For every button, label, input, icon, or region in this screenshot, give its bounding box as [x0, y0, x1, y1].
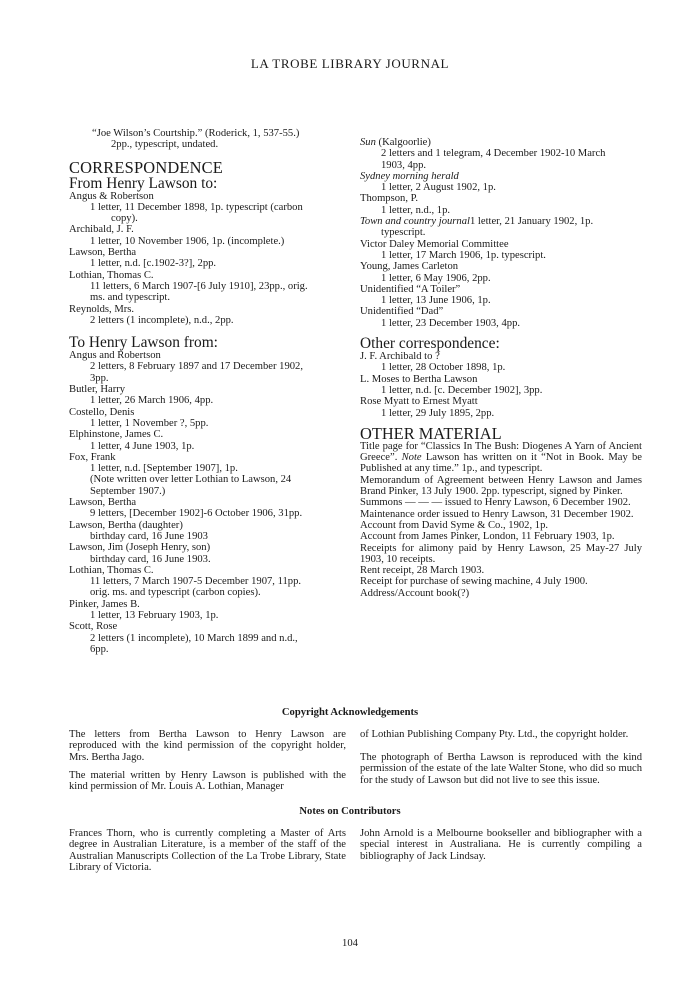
from-heading: From Henry Lawson to: [69, 174, 218, 192]
list-item: Angus and Robertson [69, 350, 161, 362]
list-item: 9 letters, [December 1902]-6 October 1906, 31pp. [90, 508, 303, 520]
list-item: Lothian, Thomas C. [69, 564, 154, 576]
copyright-left-p2: The material written by Henry Lawson is published with the kind permission of Mr. Louis A. Lothian, Manager [69, 770, 346, 793]
sun-place: (Kalgoorlie) [375, 137, 431, 148]
contributors-heading: Notes on Contributors [299, 806, 401, 817]
list-item: birthday card, 16 June 1903. [90, 553, 211, 565]
list-item: 1 letter, n.d., 1p. [381, 204, 451, 216]
town-rest: 1 letter, 21 January 1902, 1p. [469, 216, 594, 228]
list-item: Lothian, Thomas C. [69, 269, 154, 281]
list-item: ms. and typescript. [90, 292, 171, 304]
list-item: 1 letter, 11 December 1898, 1p. typescript (carbon [90, 201, 303, 213]
list-item: Fox, Frank [69, 451, 116, 463]
contributor-thorn: Frances Thorn, who is currently completing a Master of Arts degree in Australian Literature, is a member of the staff of the Australian Manuscripts Collection of the La Trobe Library, State Library of Victoria. [69, 828, 346, 873]
town-name: Town and country journal [360, 216, 470, 228]
list-item: Pinker, James B. [69, 598, 140, 610]
list-item [360, 137, 642, 148]
list-item: 3pp. [90, 372, 109, 384]
list-item: Thompson, P. [360, 193, 418, 205]
copyright-left-p1: The letters from Bertha Lawson to Henry Lawson are reproduced with the kind permission of the copyright holder, Mrs. Bertha Jago. [69, 729, 346, 763]
list-item: 11 letters, 7 March 1907-5 December 1907, 11pp. [90, 576, 302, 588]
list-item: 1 letter, 29 July 1895, 2pp. [381, 407, 495, 419]
copyright-right-p1: of Lothian Publishing Company Pty. Ltd., the copyright holder. [360, 729, 629, 740]
correspondence-heading: CORRESPONDENCE [69, 157, 223, 177]
right-column [360, 137, 642, 599]
copyright-heading: Copyright Acknowledgements [281, 707, 419, 718]
list-item: Sydney morning herald [360, 170, 459, 182]
list-item: 2 letters (1 incomplete), 10 March 1899 and n.d., [90, 632, 298, 644]
list-item: Reynolds, Mrs. [69, 303, 135, 315]
list-item: Account from David Syme & Co., 1902, 1p. [360, 519, 549, 531]
list-item: Unidentified “Dad” [360, 306, 444, 318]
list-item: J. F. Archibald to ? [360, 351, 440, 363]
list-item: 1 letter, 17 March 1906, 1p. typescript. [381, 249, 546, 261]
from-list [69, 191, 346, 327]
list-item: Memorandum of Agreement between Henry Lawson and James Brand Pinker, 13 July 1900. 2pp. typescript, signed by Pinker. [360, 474, 642, 498]
other-material-heading: OTHER MATERIAL [360, 423, 502, 443]
list-item: typescript. [381, 227, 426, 239]
list-item: Receipt for purchase of sewing machine, 4 July 1900. [360, 576, 588, 588]
list-item: Receipts for alimony paid by Henry Lawson, 25 May-27 July 1903, 10 receipts. [360, 542, 642, 565]
list-item: Rent receipt, 28 March 1903. [360, 565, 485, 577]
list-item: Archibald, J. F. [69, 224, 134, 236]
to-list [69, 350, 346, 655]
to-heading: To Henry Lawson from: [69, 334, 218, 352]
list-item: 1 letter, n.d. [c. December 1902], 3pp. [381, 384, 543, 396]
list-item: copy). [111, 213, 138, 225]
left-column [69, 128, 346, 655]
list-item: Address/Account book(?) [360, 587, 470, 599]
list-item: Lawson, Jim (Joseph Henry, son) [69, 542, 211, 554]
list-item: Lawson, Bertha [69, 247, 137, 259]
other-correspondence-heading: Other correspondence: [360, 335, 500, 353]
list-item: 1 letter, 26 March 1906, 4pp. [90, 395, 214, 407]
list-item: Summons — — — issued to Henry Lawson, 6 December 1902. [360, 497, 631, 509]
list-item: Butler, Harry [69, 384, 126, 396]
contributor-arnold: John Arnold is a Melbourne bookseller and bibliographer with a special interest in Australiana. He is currently compiling a bibliography of Jack Lindsay. [360, 828, 642, 862]
title-page-text: Lawson has written on it “Not in Book. May be Published at any time.” 1p., and typescript. [360, 452, 642, 475]
journal-title: LA TROBE LIBRARY JOURNAL [250, 56, 450, 71]
list-item: Scott, Rose [69, 621, 118, 633]
list-item: Lawson, Bertha [69, 497, 137, 509]
list-item: Rose Myatt to Ernest Myatt [360, 396, 478, 408]
right-list [360, 148, 642, 216]
list-item: Young, James Carleton [360, 261, 459, 273]
list-item: 1 letter, n.d. [c.1902-3?], 2pp. [90, 258, 217, 270]
list-item [360, 216, 642, 227]
list-item: 2 letters (1 incomplete), n.d., 2pp. [90, 314, 234, 326]
top-entry-line: 2pp., typescript, undated. [111, 139, 219, 151]
list-item: 1 letter, 1 November ?, 5pp. [90, 417, 209, 429]
list-item: 2 letters, 8 February 1897 and 17 December 1902, [90, 361, 303, 373]
list-item: 6pp. [90, 643, 109, 655]
list-item: Angus & Robertson [69, 190, 154, 202]
list-item: 1 letter, 10 November 1906, 1p. (incomplete.) [90, 235, 285, 247]
title-page-text: Title page for “Classics In The Bush: Diogenes A Yarn of Ancient Greece”. [360, 440, 642, 464]
list-item: Costello, Denis [69, 406, 135, 418]
list-item: birthday card, 16 June 1903 [90, 530, 208, 542]
title-page-item [360, 441, 642, 475]
list-item: Unidentified “A Toiler” [360, 283, 461, 295]
page-number: 104 [342, 938, 358, 949]
top-entry-line: “Joe Wilson’s Courtship.” (Roderick, 1, 537-55.) [92, 128, 300, 139]
list-item: L. Moses to Bertha Lawson [360, 373, 478, 385]
list-item: Lawson, Bertha (daughter) [69, 519, 183, 531]
list-item: 1 letter, n.d. [September 1907], 1p. [90, 463, 238, 475]
list-item: 1 letter, 13 February 1903, 1p. [90, 609, 219, 621]
list-item: orig. ms. and typescript (carbon copies). [90, 587, 261, 599]
list-item: 11 letters, 6 March 1907-[6 July 1910], 23pp., orig. [90, 280, 308, 292]
list-item: 1 letter, 23 December 1903, 4pp. [381, 317, 521, 329]
list-item: September 1907.) [90, 485, 166, 497]
right-list [360, 239, 642, 329]
other-material-list [360, 475, 642, 599]
title-page-note: Note [401, 452, 422, 464]
list-item: Maintenance order issued to Henry Lawson, 31 December 1902. [360, 508, 634, 520]
sun-name: Sun [360, 137, 376, 148]
list-item: 1903, 4pp. [381, 159, 427, 171]
copyright-right-p2: The photograph of Bertha Lawson is reproduced with the kind permission of the estate of the late Walter Stone, who did so much for the study of Lawson but did not live to see this issue. [360, 752, 642, 786]
list-item: 1 letter, 13 June 1906, 1p. [381, 295, 491, 307]
list-item: Elphinstone, James C. [69, 429, 164, 441]
list-item: Victor Daley Memorial Committee [360, 238, 509, 250]
list-item: 1 letter, 6 May 1906, 2pp. [381, 272, 491, 284]
list-item: 1 letter, 28 October 1898, 1p. [381, 362, 506, 374]
list-item: (Note written over letter Lothian to Lawson, 24 [90, 474, 292, 486]
list-item: 2 letters and 1 telegram, 4 December 1902-10 March [381, 148, 606, 160]
other-correspondence-list [360, 351, 642, 419]
list-item: Account from James Pinker, London, 11 February 1903, 1p. [360, 531, 615, 543]
list-item: 1 letter, 4 June 1903, 1p. [90, 440, 195, 452]
list-item: 1 letter, 2 August 1902, 1p. [381, 182, 496, 194]
